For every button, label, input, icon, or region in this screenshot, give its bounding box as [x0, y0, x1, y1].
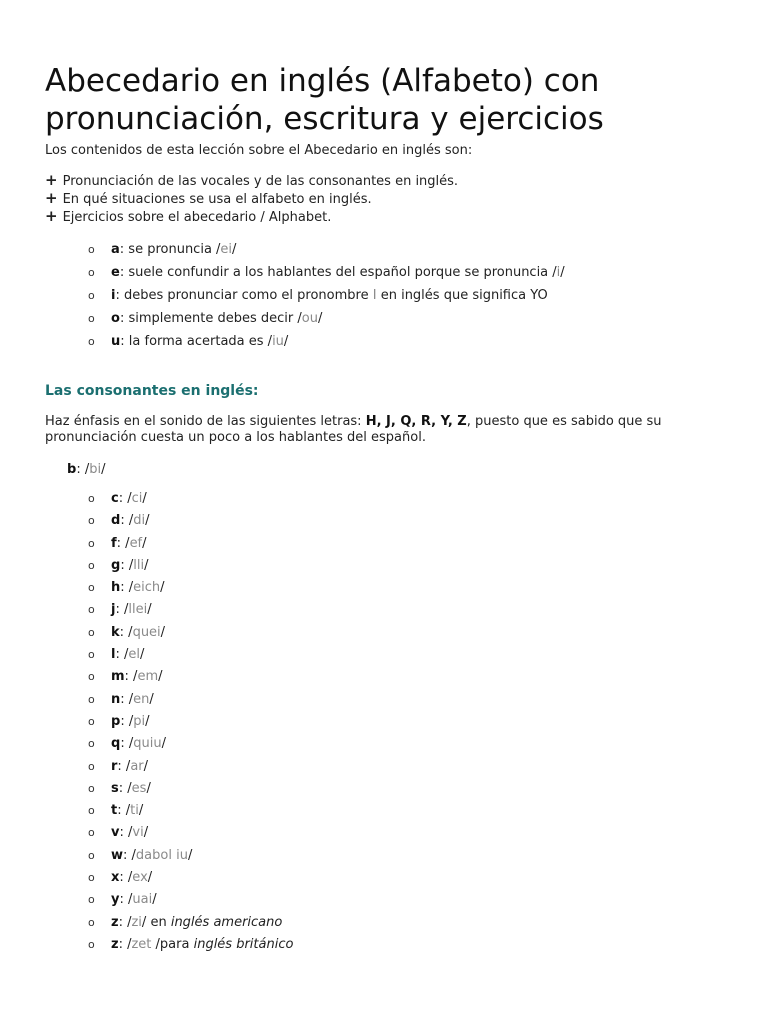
vowel-item: o a: se pronuncia /ei/ — [88, 242, 237, 257]
consonant-item: o g: /lli/ — [88, 557, 149, 573]
bullet-icon: o — [88, 243, 95, 256]
bullet-icon: o — [88, 826, 95, 840]
emphasis-paragraph: Haz énfasis en el sonido de las siguientes letras: H, J, Q, R, Y, Z, puesto que es sabido que su pronunciación cuesta un poco a los hablantes del español. — [45, 414, 662, 445]
plus-icon: + — [45, 207, 58, 225]
bullet-icon: o — [88, 266, 95, 279]
vowel-item: o o: simplemente debes decir /ou/ — [88, 311, 323, 326]
consonants-list — [45, 490, 748, 958]
bullet-icon: o — [88, 289, 95, 302]
bullet-icon: o — [88, 536, 95, 550]
bullet-icon: o — [88, 335, 95, 348]
bullet-icon: o — [88, 737, 95, 751]
consonant-item: o r: /ar/ — [88, 758, 149, 774]
consonant-item: o n: /en/ — [88, 691, 154, 707]
consonant-item: o v: /vi/ — [88, 825, 149, 841]
consonant-item: o z: /zi/ en inglés americano — [88, 914, 283, 930]
bullet-icon: o — [88, 714, 95, 728]
bullet-icon: o — [88, 937, 95, 951]
consonant-item: o p: /pi/ — [88, 713, 150, 729]
bullet-icon: o — [88, 312, 95, 325]
bullet-icon: o — [88, 871, 95, 885]
consonant-item: o k: /quei/ — [88, 624, 166, 640]
consonant-item: o x: /ex/ — [88, 870, 153, 886]
contents-item: + En qué situaciones se usa el alfabeto en inglés. — [45, 189, 372, 207]
consonant-item: o y: /uai/ — [88, 892, 157, 908]
consonants-heading: Las consonantes en inglés: — [45, 383, 259, 399]
bullet-icon: o — [88, 804, 95, 818]
consonant-item: o w: /dabol iu/ — [88, 847, 193, 863]
page-title: Abecedario en inglés (Alfabeto) con pronunciación, escritura y ejercicios — [45, 63, 604, 137]
vowel-item: o i: debes pronunciar como el pronombre I en inglés que significa YO — [88, 288, 548, 303]
consonant-item: o j: /llei/ — [88, 602, 152, 618]
consonant-item: o c: /ci/ — [88, 491, 147, 506]
bullet-icon: o — [88, 625, 95, 639]
bullet-icon: o — [88, 581, 95, 595]
bullet-icon: o — [88, 492, 95, 505]
vowels-list — [45, 241, 748, 356]
bullet-icon: o — [88, 759, 95, 773]
consonant-item: o q: /quiu/ — [88, 736, 166, 752]
vowel-item: o e: suele confundir a los hablantes del español porque se pronuncia /i/ — [88, 265, 565, 280]
bullet-icon: o — [88, 781, 95, 795]
plus-icon: + — [45, 189, 58, 207]
bullet-icon: o — [88, 670, 95, 684]
contents-list — [45, 172, 748, 226]
bullet-icon: o — [88, 648, 95, 662]
bullet-icon: o — [88, 848, 95, 862]
contents-item: + Pronunciación de las vocales y de las consonantes en inglés. — [45, 171, 459, 189]
consonant-item: o t: /ti/ — [88, 803, 144, 819]
consonant-item: o z: /zet /para inglés británico — [88, 936, 294, 952]
consonant-item: o l: /el/ — [88, 647, 145, 663]
vowel-item: o u: la forma acertada es /iu/ — [88, 334, 289, 349]
bullet-icon: o — [88, 603, 95, 617]
bullet-icon: o — [88, 558, 95, 572]
consonant-item: o d: /di/ — [88, 513, 150, 529]
bullet-icon: o — [88, 692, 95, 706]
bullet-icon: o — [88, 514, 95, 528]
consonant-item: o f: /ef/ — [88, 535, 147, 551]
bullet-icon: o — [88, 915, 95, 929]
bullet-icon: o — [88, 893, 95, 907]
plus-icon: + — [45, 171, 58, 189]
consonant-item: o h: /eich/ — [88, 580, 165, 596]
contents-item: + Ejercicios sobre el abecedario / Alphabet. — [45, 207, 332, 225]
document-page — [45, 62, 748, 958]
consonant-b-line: b: /bi/ — [67, 462, 106, 477]
intro-text: Los contenidos de esta lección sobre el Abecedario en inglés son: — [45, 143, 473, 158]
consonant-item: o s: /es/ — [88, 780, 151, 796]
consonant-item: o m: /em/ — [88, 669, 163, 685]
